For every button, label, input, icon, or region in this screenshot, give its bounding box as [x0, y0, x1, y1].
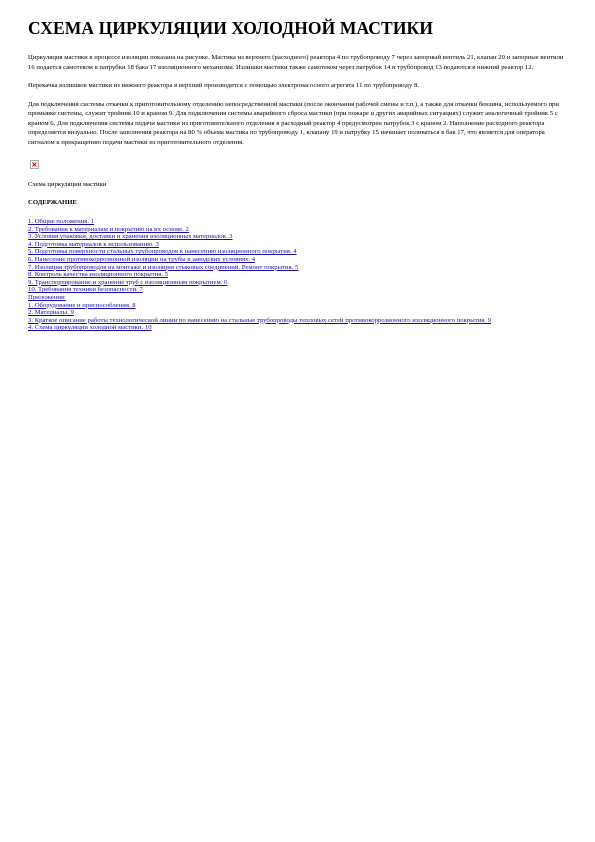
toc-link[interactable]: 7. Изоляция трубопроводов на монтаже и изоляция стыковых соединений. Ремонт покрытия. 5	[28, 263, 299, 271]
toc-link[interactable]: 3. Условия упаковки, доставки и хранения изоляционных материалов. 3	[28, 233, 233, 241]
toc-item	[28, 248, 568, 256]
appendix-link[interactable]: 1. Оборудование и приспособления. 8	[28, 301, 136, 309]
document-page	[28, 18, 568, 332]
document-title: СХЕМА ЦИРКУЛЯЦИИ ХОЛОДНОЙ МАСТИКИ	[28, 18, 434, 38]
toc-item	[28, 226, 568, 234]
toc-link[interactable]: 6. Нанесение противокоррозионной изоляции на трубы в заводских условиях. 4	[28, 255, 256, 263]
toc-list	[28, 218, 568, 294]
broken-image-icon	[30, 160, 39, 169]
toc-title: СОДЕРЖАНИЕ	[28, 199, 77, 206]
toc-link[interactable]: 9. Транспортирование и хранение труб с изоляционным покрытием. 6	[28, 278, 228, 286]
appendix-item	[28, 302, 568, 310]
appendix-link[interactable]: 2. Материалы. 9	[28, 309, 74, 317]
appendix-link[interactable]: 3. Краткое описание работы технологической линии по нанесению на стальные трубопроводы тепловых сетей противокоррозионного изоляционного покрытия. 9	[28, 316, 491, 324]
appendix-item	[28, 317, 568, 325]
figure-caption: Схема циркуляции мастики	[28, 181, 107, 188]
broken-image-glyph	[32, 162, 37, 167]
toc-item	[28, 256, 568, 264]
toc-item	[28, 241, 568, 249]
toc-link[interactable]: 2. Требования к материалам и покрытию на их основе. 2	[28, 225, 189, 233]
toc-item	[28, 271, 568, 279]
toc-item	[28, 279, 568, 287]
appendix-title[interactable]: Приложения:	[28, 293, 66, 301]
toc-item	[28, 264, 568, 272]
paragraph-connections: Для подключения системы откачки к приготовительному отделению непосредственной мастики (после окончания рабочей смены и т.п.), а также для откачки бензина, используемого при промывке системы, служит тройник 10 и краном 9. Для подключения системы аварийного сброса мастики (при пожаре и других аварийных ситуациях) служит аналогичный тройник 5 с краном 6. Для подключения системы подачи мастики из приготовительного отделения в расходный реактор 4 предусмотрен патрубок 3 с краном 2. Наполнение расходного реактора определяется визуально. После заполнения реактора на 80 % объема мастика по трубопроводу 1, клапану 19 и патрубку 15 начинает поливаться в бак 17, что является для оператора сигналом к прекращению подачи мастики из приготовительного отделения.	[28, 100, 559, 146]
appendix-item	[28, 324, 568, 332]
paragraph-pumping: Перекачка излишков мастики из нижнего реактора в верхний производится с помощью электронасосного агрегата 11 по трубопроводу 8.	[28, 82, 419, 89]
toc-link[interactable]: 8. Контроль качества изоляционного покрытия. 5	[28, 271, 169, 279]
appendix-item	[28, 309, 568, 317]
appendix-list	[28, 302, 568, 332]
toc-link[interactable]: 5. Подготовка поверхности стальных трубопроводов к нанесению изоляционного покрытия. 4	[28, 248, 297, 256]
paragraph-circulation: Циркуляция мастики в процессе изоляции показана на рисунке. Мастика из верхнего (расходного) реактора 4 по трубопроводу 7 через запорный вентиль 21, клапан 20 и запорные вентили 16 подается самотеком в патрубки 18 бака 17 изоляционного механизма. Излишки мастики также самотеком через патрубок 14 и трубопровод 13 подаются в нижний реактор 12.	[28, 54, 564, 71]
toc-item	[28, 286, 568, 294]
appendix-link[interactable]: 4. Схема циркуляции холодной мастики. 10	[28, 324, 152, 332]
toc-item	[28, 233, 568, 241]
toc-item	[28, 218, 568, 226]
toc-link[interactable]: 10. Требования техники безопасности. 7	[28, 286, 143, 294]
toc-link[interactable]: 4. Подготовка материалов к использованию. 3	[28, 240, 159, 248]
toc-link[interactable]: 1. Общие положения. 1	[28, 218, 95, 225]
